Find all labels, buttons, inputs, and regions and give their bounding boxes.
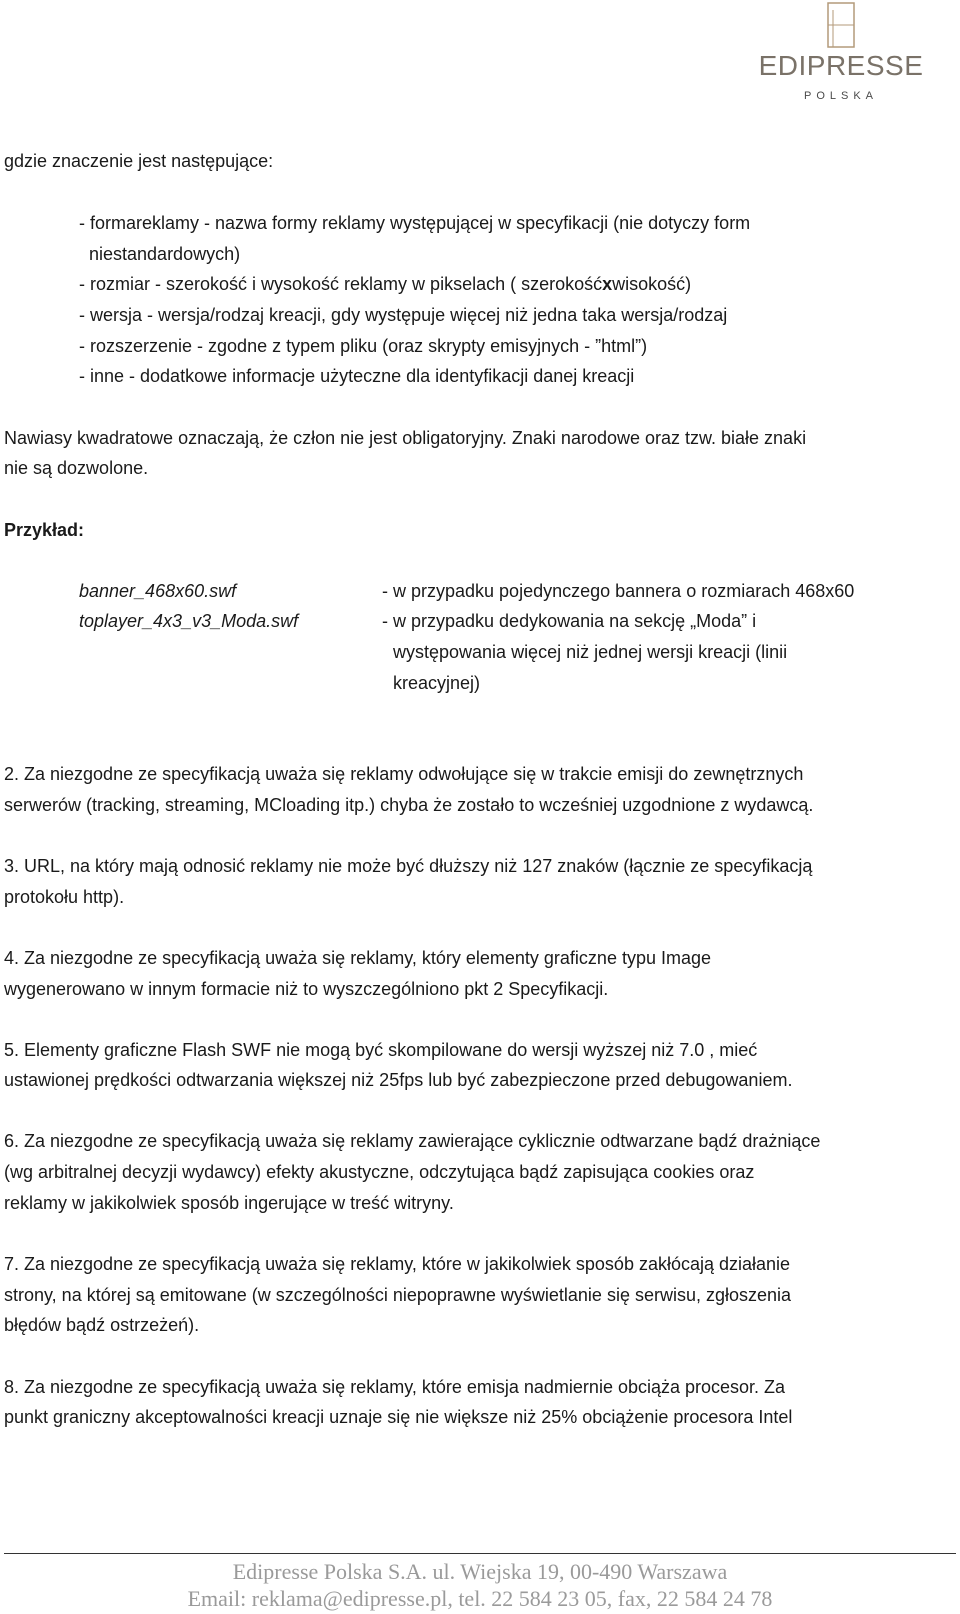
paragraph-line: błędów bądź ostrzeżeń). bbox=[4, 1315, 200, 1335]
footer-address: Edipresse Polska S.A. ul. Wiejska 19, 00-490 Warszawa bbox=[232, 1559, 728, 1584]
example-heading: Przykład: bbox=[4, 520, 85, 540]
paragraph-line: 3. URL, na który mają odnosić reklamy nie może być dłuższy niż 127 znaków (łącznie ze specyfikacją bbox=[4, 856, 813, 876]
list-item: niestandardowych) bbox=[89, 244, 241, 264]
list-item: - wersja - wersja/rodzaj kreacji, gdy występuje więcej niż jedna taka wersja/rodzaj bbox=[79, 305, 728, 325]
paragraph-line: 6. Za niezgodne ze specyfikacją uważa się reklamy zawierające cyklicznie odtwarzane bądź drażniące bbox=[4, 1131, 821, 1151]
paragraph-line: strony, na której są emitowane (w szczególności niepoprawne wyświetlanie się serwisu, zgłoszenia bbox=[4, 1285, 792, 1305]
paragraph-line: ustawionej prędkości odtwarzania większej niż 25fps lub być zabezpieczone przed debugowaniem. bbox=[4, 1070, 793, 1090]
footer-divider bbox=[4, 1553, 956, 1554]
footer-contact: Email: reklama@edipresse.pl, tel. 22 584 23 05, fax, 22 584 24 78 bbox=[187, 1586, 773, 1611]
example-filename: banner_468x60.swf bbox=[79, 581, 237, 601]
example-description: występowania więcej niż jednej wersji kreacji (linii bbox=[393, 642, 788, 662]
paragraph-line: serwerów (tracking, streaming, MCloading itp.) chyba że zostało to wcześniej uzgodnione z wydawcą. bbox=[4, 795, 814, 815]
example-description: - w przypadku dedykowania na sekcję „Moda” i bbox=[382, 611, 757, 631]
paragraph-line: (wg arbitralnej decyzji wydawcy) efekty akustyczne, odczytująca bądź zapisująca cookies oraz bbox=[4, 1162, 755, 1182]
example-filename: toplayer_4x3_v3_Moda.swf bbox=[79, 611, 299, 631]
paragraph-line: 2. Za niezgodne ze specyfikacją uważa się reklamy odwołujące się w trakcie emisji do zewnętrznych bbox=[4, 764, 804, 784]
paragraph-line: protokołu http). bbox=[4, 887, 125, 907]
logo-subtitle: POLSKA bbox=[803, 90, 879, 102]
paragraph-line: 8. Za niezgodne ze specyfikacją uważa się reklamy, które emisja nadmiernie obciąża procesor. Za bbox=[4, 1377, 786, 1397]
list-item: - rozmiar - szerokość i wysokość reklamy w pikselach ( szerokośćxwisokość) bbox=[79, 274, 692, 294]
paragraph-line: reklamy w jakikolwiek sposób ingerujące w treść witryny. bbox=[4, 1193, 454, 1213]
paragraph-line: 4. Za niezgodne ze specyfikacją uważa się reklamy, który elementy graficzne typu Image bbox=[4, 948, 712, 968]
list-item: - rozszerzenie - zgodne z typem pliku (oraz skrypty emisyjnych - ”html”) bbox=[79, 336, 648, 356]
paragraph-line: Nawiasy kwadratowe oznaczają, że człon nie jest obligatoryjny. Znaki narodowe oraz tzw. białe znaki bbox=[4, 428, 807, 448]
logo-mark-icon bbox=[808, 0, 874, 52]
intro-text: gdzie znaczenie jest następujące: bbox=[4, 151, 274, 171]
paragraph-line: 5. Elementy graficzne Flash SWF nie mogą być skompilowane do wersji wyższej niż 7.0 , mieć bbox=[4, 1040, 758, 1060]
list-item: - inne - dodatkowe informacje użyteczne dla identyfikacji danej kreacji bbox=[79, 366, 635, 386]
list-item: - formareklamy - nazwa formy reklamy występującej w specyfikacji (nie dotyczy form bbox=[79, 213, 751, 233]
paragraph-line: punkt graniczny akceptowalności kreacji uznaje się nie większe niż 25% obciążenie procesora Intel bbox=[4, 1407, 793, 1427]
logo-wordmark: EDIPRESSE bbox=[758, 50, 924, 81]
example-description: - w przypadku pojedynczego bannera o rozmiarach 468x60 bbox=[382, 581, 855, 601]
paragraph-line: nie są dozwolone. bbox=[4, 458, 149, 478]
example-description: kreacyjnej) bbox=[393, 673, 481, 693]
edipresse-logo bbox=[738, 0, 944, 108]
paragraph-line: wygenerowano w innym formacie niż to wyszczególniono pkt 2 Specyfikacji. bbox=[4, 979, 609, 999]
paragraph-line: 7. Za niezgodne ze specyfikacją uważa się reklamy, które w jakikolwiek sposób zakłócają działanie bbox=[4, 1254, 791, 1274]
